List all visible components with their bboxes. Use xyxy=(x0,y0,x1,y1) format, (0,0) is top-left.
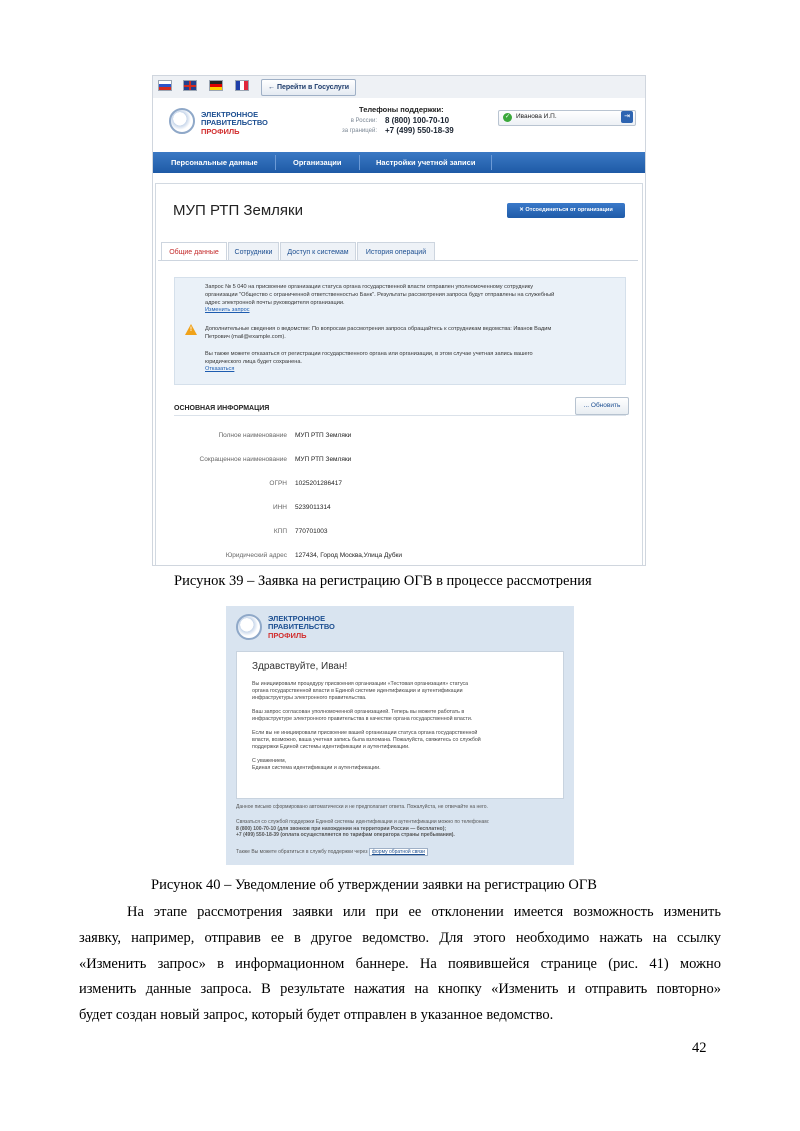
paragraph-line: будет создан новый запрос, который будет отправлен в указанное ведомство. xyxy=(79,1007,554,1024)
section-title: ОСНОВНАЯ ИНФОРМАЦИЯ xyxy=(174,405,270,412)
field-label: Полное наименование xyxy=(218,432,287,439)
support-label-abroad: за границей: xyxy=(341,128,377,134)
support-contacts: Связаться со службой поддержки Единой системы идентификации и аутентификации можно по телефонам: 8 (800) 100-70-10 (для звонков при нахождении на территории России — бесплатно); +7 (499) 550-18-39 (оплата осуществляется по тарифам оператора страны пребывания). xyxy=(236,819,490,838)
figure-39-caption: Рисунок 39 – Заявка на регистрацию ОГВ в процессе рассмотрения xyxy=(174,573,592,589)
logo-text[interactable]: ЭЛЕКТРОННОЕ ПРАВИТЕЛЬСТВО ПРОФИЛЬ xyxy=(201,110,268,136)
user-menu[interactable] xyxy=(498,110,636,126)
support-phone-ru: 8 (800) 100-70-10 xyxy=(385,116,450,125)
figure-40-caption: Рисунок 40 – Уведомление об утверждении заявки на регистрацию ОГВ xyxy=(151,877,597,893)
warning-mark: ! xyxy=(190,327,192,333)
page-title: МУП РТП Земляки xyxy=(173,202,303,219)
nav-separator xyxy=(491,155,492,170)
logout-icon[interactable]: ⇥ xyxy=(621,111,633,123)
field-label: Юридический адрес xyxy=(225,552,287,559)
info-refuse-text: Вы также можете отказаться от регистрации государственного органа или организации, в этом случае учетная запись вашего юридического лица будет сохранена. Отказаться xyxy=(205,350,623,372)
field-value: МУП РТП Земляки xyxy=(295,456,352,463)
section-divider xyxy=(174,415,626,416)
support-label-ru: в России: xyxy=(350,118,377,124)
field-value: 5239011314 xyxy=(295,504,331,511)
logo-text: ЭЛЕКТРОННОЕ ПРАВИТЕЛЬСТВО ПРОФИЛЬ xyxy=(268,614,335,640)
tab-history[interactable]: История операций xyxy=(357,242,435,261)
tab-system-access[interactable]: Доступ к системам xyxy=(280,242,356,261)
field-value: МУП РТП Земляки xyxy=(295,432,352,439)
refuse-link[interactable]: Отказаться xyxy=(205,366,235,372)
auto-note: Данное письмо сформировано автоматически и не предполагает ответа. Пожалуйста, не отвечайте на него. xyxy=(236,804,488,810)
field-value: 1025201286417 xyxy=(295,480,342,487)
support-title: Телефоны поддержки: xyxy=(359,105,444,114)
gosuslugi-link[interactable]: ← Перейти в Госуслуги xyxy=(261,79,356,96)
info-agency-text: Дополнительные сведения о ведомстве: По вопросам рассмотрения запроса обращайтесь к сотрудникам ведомства: Иванов Вадим Петрович (mail@example.com). xyxy=(205,326,552,340)
change-request-link[interactable]: Изменить запрос xyxy=(205,307,250,313)
paragraph-line: заявку, например, отправив ее в другое ведомство. Для этого необходимо нажать на ссылку xyxy=(79,929,721,946)
paragraph-line: изменить данные запроса. В результате нажатия на кнопку «Изменить и отправить повторно» xyxy=(79,981,721,998)
info-request-text: Запрос № 5 040 на присвоение организации статуса органа государственной власти отправлен уполномоченному сотруднику организации "Общество с ограниченной ответственностью Банк". Результаты рассмотрения запроса будут отправлены на служебный адрес электронной почты руководителя организации. Изменить запрос xyxy=(205,283,623,313)
refresh-button[interactable]: ... Обновить xyxy=(575,397,629,415)
field-value: 127434, Город Москва,Улица Дубки xyxy=(295,552,403,559)
field-label: КПП xyxy=(273,528,287,535)
field-label: ОГРН xyxy=(269,480,287,487)
user-name: Иванова И.П. xyxy=(516,113,557,120)
nav-separator xyxy=(275,155,276,170)
gb-flag-icon[interactable] xyxy=(183,80,197,91)
feedback-form-link[interactable]: форму обратной связи xyxy=(369,848,428,856)
support-phone-abroad: +7 (499) 550-18-39 xyxy=(385,126,454,135)
feedback-line: Также Вы можете обратиться в службу поддержки через форму обратной связи xyxy=(236,849,428,856)
figure-39-screenshot xyxy=(152,75,646,566)
language-bar xyxy=(153,76,646,99)
tab-employees[interactable]: Сотрудники xyxy=(228,242,279,261)
nav-personal-data[interactable]: Персональные данные xyxy=(171,158,258,167)
ru-flag-icon[interactable] xyxy=(158,80,172,91)
field-label: Сокращенное наименование xyxy=(199,456,287,463)
paragraph-line: «Изменить запрос» в информационном баннере. На появившейся странице (рис. 41) можно xyxy=(79,955,721,972)
de-flag-icon[interactable] xyxy=(209,80,223,91)
figure-40-screenshot xyxy=(226,606,574,865)
email-body: Вы инициировали процедуру присвоения организации «Тестовая организация» статуса органа государственной власти в Единой системе идентификации и аутентификации инфраструктуры электронного правительства. Ваш запрос согласован уполномоченной организацией. Теперь вы можете работать в инфраструктуре электронного правительства в качестве органа государственной власти. Если вы не инициировали присвоение вашей организации статуса органа государственной власти, возможно, ваша учетная запись была взломана. Пожалуйста, свяжитесь со службой поддержки Единой системы идентификации и аутентификации. С уважением, Единая система идентификации и аутентификации. xyxy=(252,681,481,771)
body-paragraph xyxy=(79,900,721,1029)
greeting: Здравствуйте, Иван! xyxy=(252,661,348,672)
page-number: 42 xyxy=(692,1040,707,1056)
nav-separator xyxy=(359,155,360,170)
logo-emblem-icon xyxy=(236,614,262,640)
tab-divider xyxy=(158,260,638,261)
tab-general[interactable]: Общие данные xyxy=(161,242,227,261)
field-value: 770701003 xyxy=(295,528,328,535)
fr-flag-icon[interactable] xyxy=(235,80,249,91)
detach-org-button[interactable]: ✕ Отсоединиться от организации xyxy=(507,203,625,218)
nav-account-settings[interactable]: Настройки учетной записи xyxy=(376,158,476,167)
nav-organizations[interactable]: Организации xyxy=(293,158,342,167)
field-label: ИНН xyxy=(272,504,287,511)
paragraph-line: На этапе рассмотрения заявки или при ее отклонении имеется возможность изменить xyxy=(127,904,721,920)
verified-check-icon: ✓ xyxy=(504,114,511,120)
logo-emblem-icon xyxy=(169,108,195,134)
